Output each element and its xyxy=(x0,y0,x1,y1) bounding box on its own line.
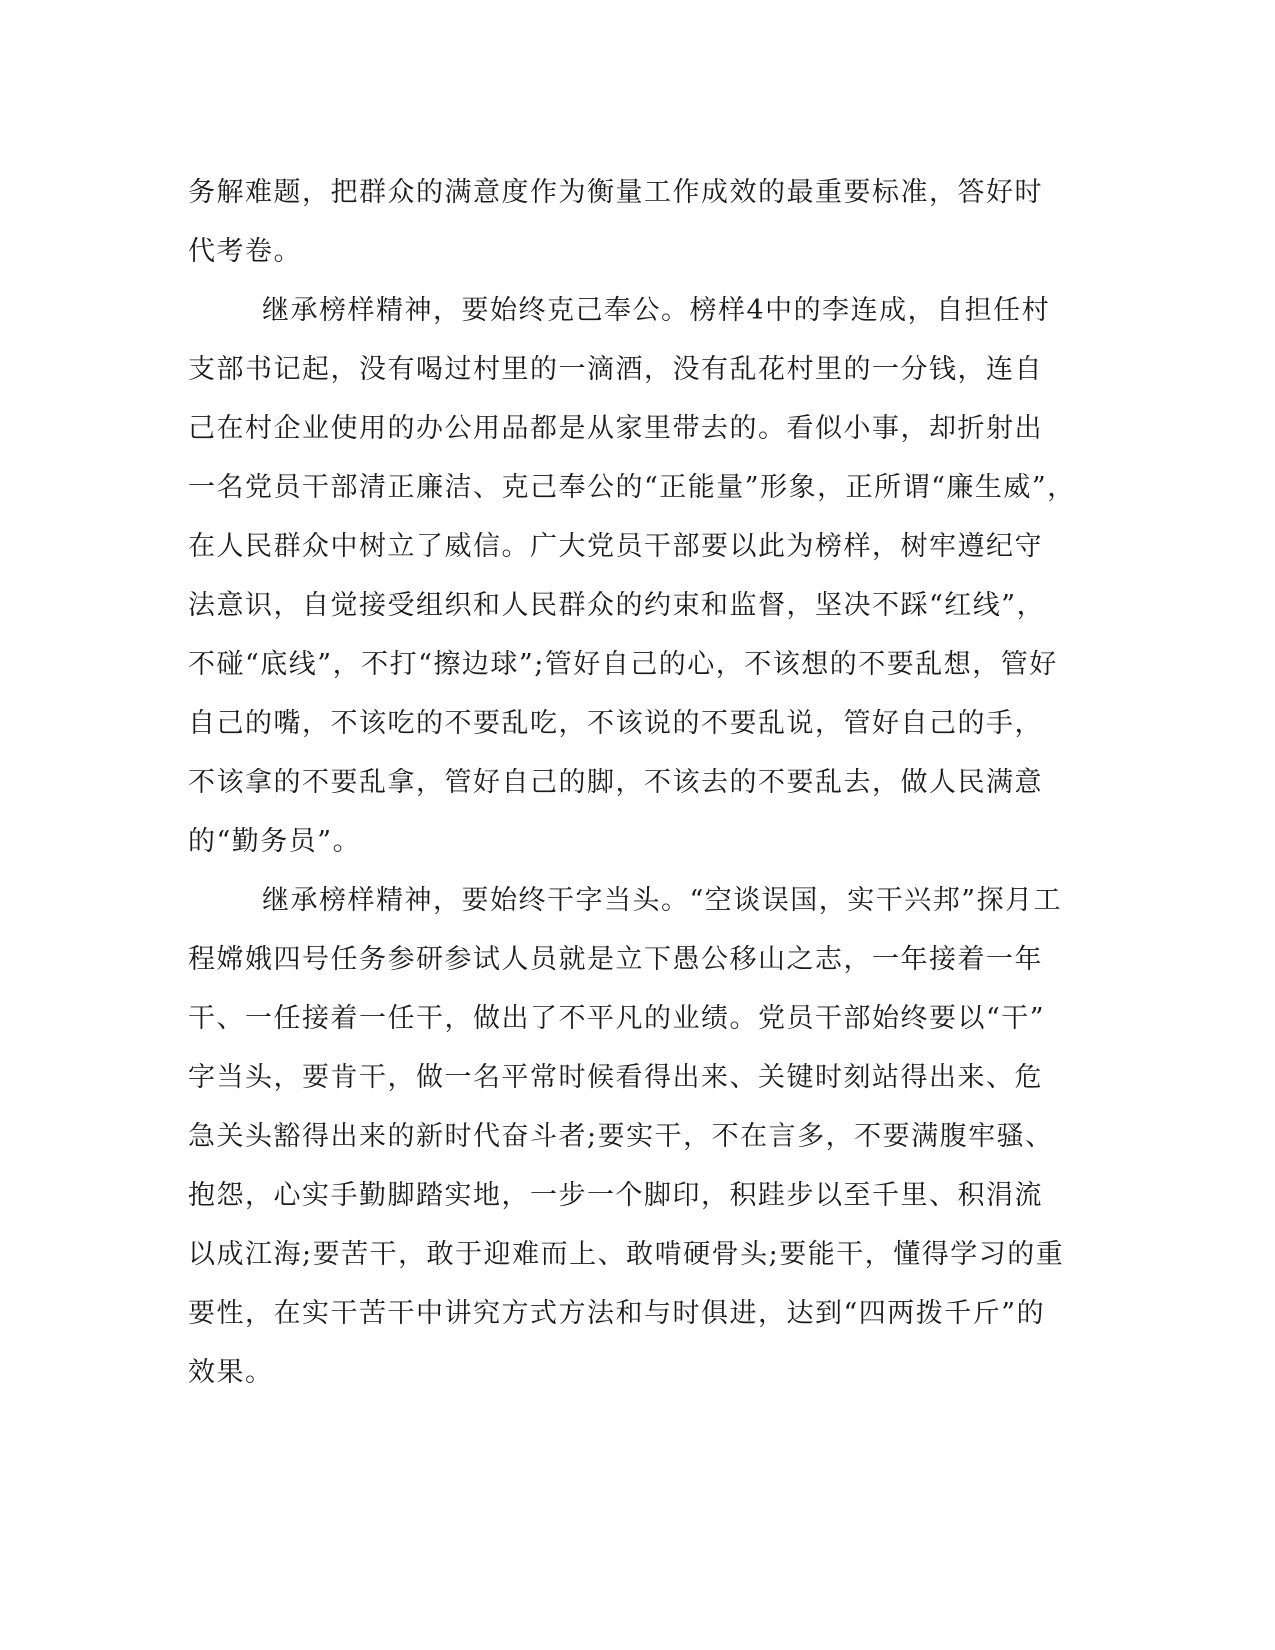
text-line: 在人民群众中树立了威信。广大党员干部要以此为榜样，树牢遵纪守 xyxy=(188,531,1043,562)
text-line: 支部书记起，没有喝过村里的一滴酒，没有乱花村里的一分钱，连自 xyxy=(188,354,1043,385)
text-line: 不该拿的不要乱拿，管好自己的脚，不该去的不要乱去，做人民满意 xyxy=(188,767,1043,798)
text-line: 不碰“底线”，不打“擦边球”;管好自己的心，不该想的不要乱想，管好 xyxy=(188,649,1058,680)
text-line: 字当头，要肯干，做一名平常时候看得出来、关键时刻站得出来、危 xyxy=(188,1062,1043,1093)
paragraph-start-line: 继承榜样精神，要始终干字当头。“空谈误国，实干兴邦”探月工 xyxy=(262,885,1063,916)
text-line: 以成江海;要苦干，敢于迎难而上、敢啃硬骨头;要能干，懂得学习的重 xyxy=(188,1239,1065,1270)
text-line: 法意识，自觉接受组织和人民群众的约束和监督，坚决不踩“红线”， xyxy=(188,590,1046,621)
text-line: 务解难题，把群众的满意度作为衡量工作成效的最重要标准，答好时 xyxy=(188,177,1043,208)
text-line: 一名党员干部清正廉洁、克己奉公的“正能量”形象，正所谓“廉生威”， xyxy=(188,472,1076,503)
text-line: 抱怨，心实手勤脚踏实地，一步一个脚印，积跬步以至千里、积涓流 xyxy=(188,1180,1043,1211)
text-line: 效果。 xyxy=(188,1357,274,1388)
text-line: 急关头豁得出来的新时代奋斗者;要实干，不在言多，不要满腹牢骚、 xyxy=(188,1121,1054,1152)
text-line: 程嫦娥四号任务参研参试人员就是立下愚公移山之志，一年接着一年 xyxy=(188,944,1043,975)
paragraph-start-line: 继承榜样精神，要始终克己奉公。榜样4中的李连成，自担任村 xyxy=(262,295,1051,326)
text-line: 干、一任接着一任干，做出了不平凡的业绩。党员干部始终要以“干” xyxy=(188,1003,1046,1034)
text-line: 己在村企业使用的办公用品都是从家里带去的。看似小事，却折射出 xyxy=(188,413,1043,444)
text-line: 自己的嘴，不该吃的不要乱吃，不该说的不要乱说，管好自己的手， xyxy=(188,708,1043,739)
document-body xyxy=(188,163,1088,1402)
text-line: 代考卷。 xyxy=(188,236,302,267)
text-line: 的“勤务员”。 xyxy=(188,826,362,857)
text-line: 要性，在实干苦干中讲究方式方法和与时俱进，达到“四两拨千斤”的 xyxy=(188,1298,1046,1329)
